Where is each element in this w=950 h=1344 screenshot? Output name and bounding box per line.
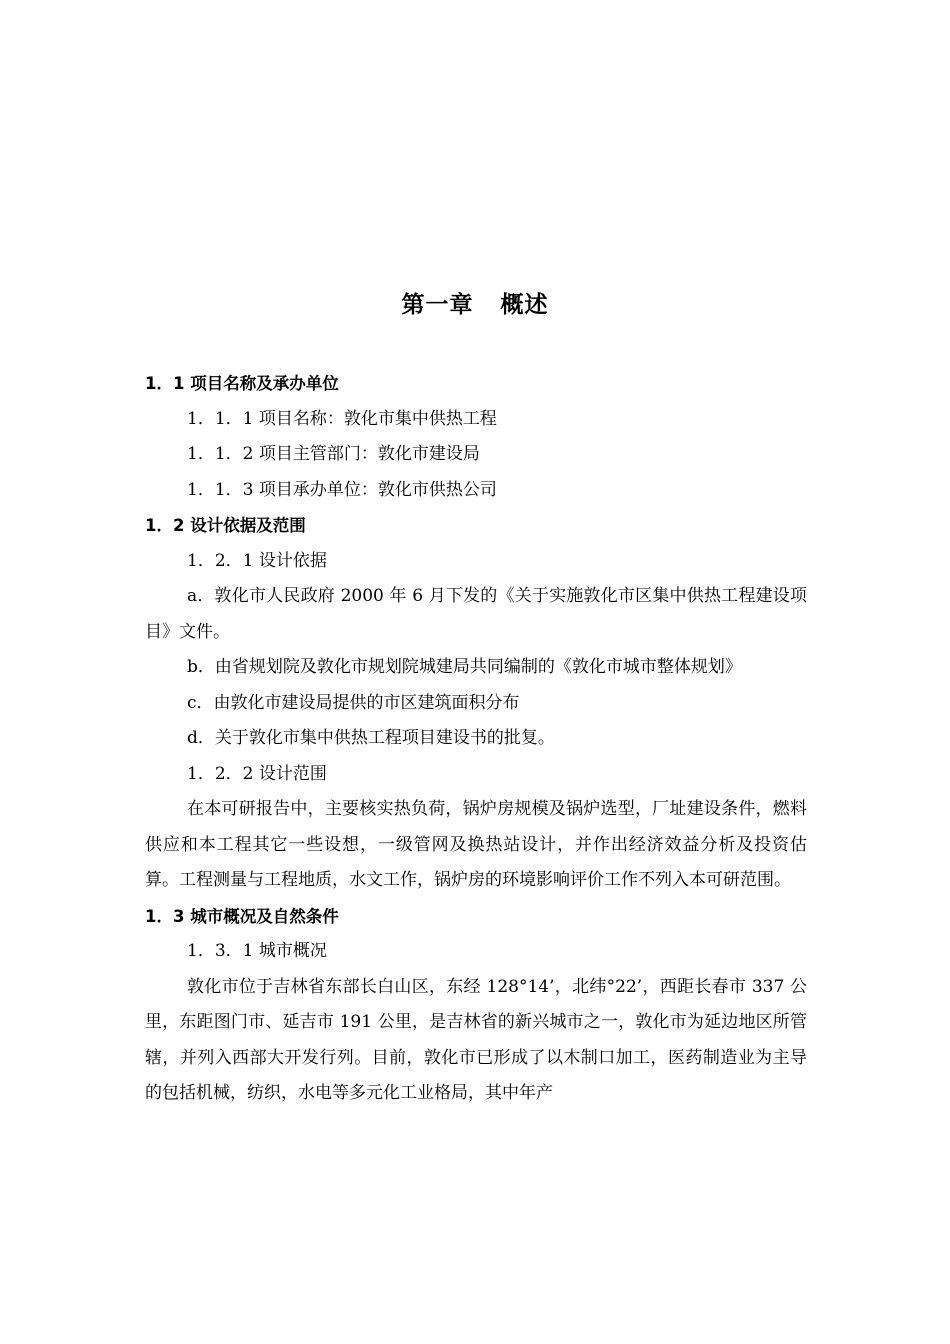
chapter-title: 第一章 概述: [401, 292, 549, 318]
scope-paragraph: 在本可研报告中，主要核实热负荷，锅炉房规模及锅炉选型，厂址建设条件，燃料供应和本工程其它一些设想，一级管网及换热站设计，并作出经济效益分析及投资估算。工程测量与工程地质，水文工作，锅炉房的环境影响评价工作不列入本可研范围。: [145, 799, 807, 890]
project-department-item: 1．1．2 项目主管部门：敦化市建设局: [187, 444, 480, 464]
basis-item-a: a．敦化市人民政府 2000 年 6 月下发的《关于实施敦化市区集中供热工程建设项目》文件。: [145, 586, 807, 642]
section-heading-1-2: 1．2 设计依据及范围: [145, 516, 306, 535]
section-heading-1-3: 1．3 城市概况及自然条件: [145, 906, 339, 926]
basis-item-c: c．由敦化市建设局提供的市区建筑面积分布: [187, 692, 520, 713]
project-name-item: 1．1．1 项目名称：敦化市集中供热工程: [187, 408, 497, 429]
subsection-heading-1-3-1: 1．3．1 城市概况: [187, 941, 327, 961]
document-body: [145, 366, 807, 1112]
city-overview-paragraph: 敦化市位于吉林省东部长白山区，东经 128°14’，北纬°22’，西距长春市 337 公里，东距图门市、延吉市 191 公里，是吉林省的新兴城市之一，敦化市为延边地区所管辖，并列入西部大开发行列。目前，敦化市已形成了以木制口加工，医药制造业为主导的包括机械，纺织，水电等多元化工业格局，其中年产: [145, 976, 807, 1103]
subsection-heading-1-2-1: 1．2．1 设计依据: [187, 550, 327, 571]
basis-item-b: b．由省规划院及敦化市规划院城建局共同编制的《敦化市城市整体规划》: [187, 657, 742, 677]
basis-item-d: d．关于敦化市集中供热工程项目建设书的批复。: [187, 728, 555, 748]
project-undertaker-item: 1．1．3 项目承办单位：敦化市供热公司: [187, 479, 497, 500]
subsection-heading-1-2-2: 1．2．2 设计范围: [187, 763, 327, 784]
section-heading-1-1: 1．1 项目名称及承办单位: [145, 374, 339, 393]
